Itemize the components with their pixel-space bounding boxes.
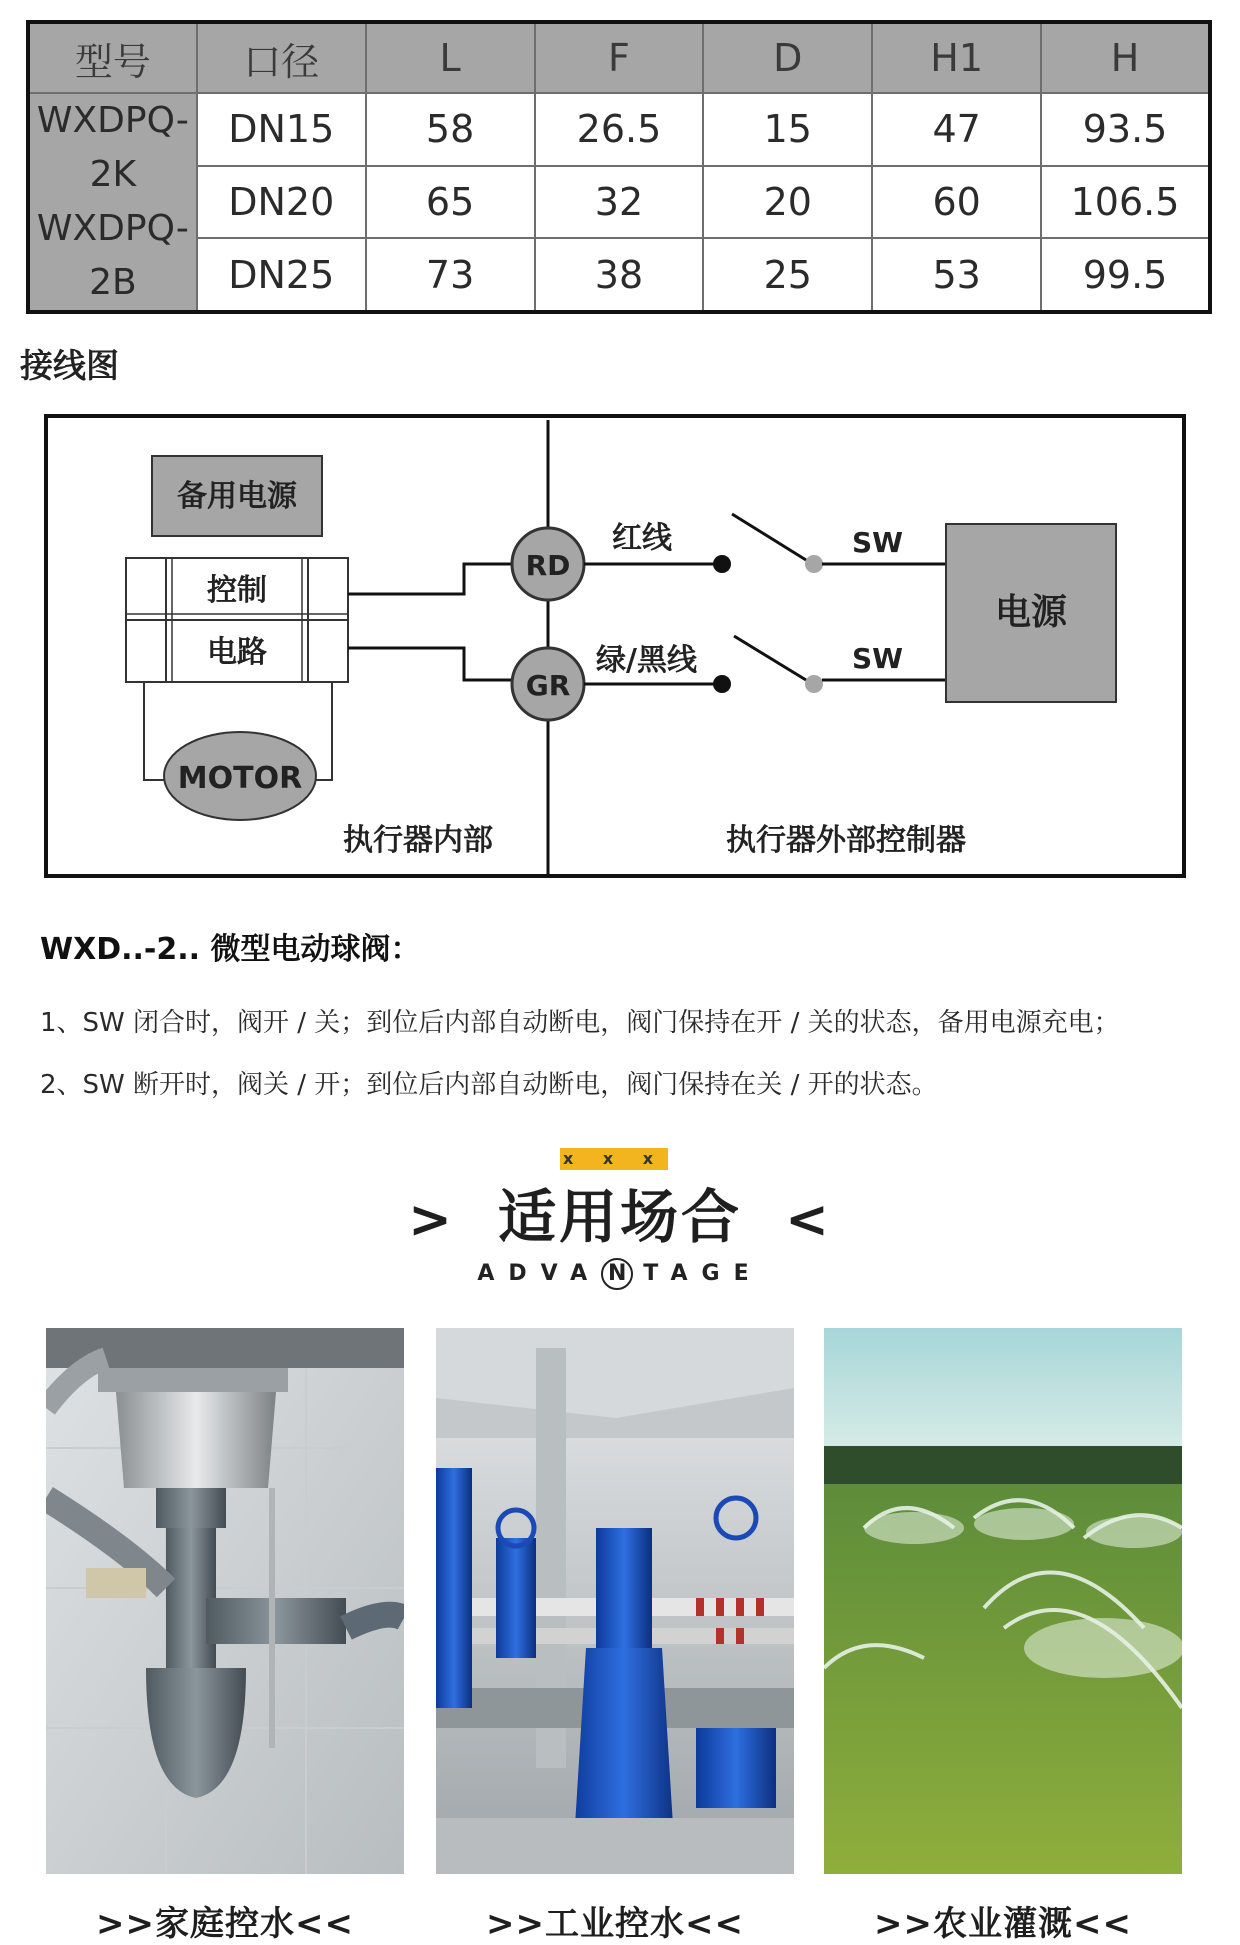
rd-label: RD: [525, 549, 571, 582]
industrial-pump-photo: [436, 1328, 794, 1874]
household-drain-photo: [46, 1328, 404, 1874]
outside-label: 执行器外部控制器: [726, 823, 966, 858]
value-cell-d: 25: [703, 238, 872, 312]
subtitle-part-1: ADVA: [477, 1261, 602, 1286]
value-cell-h: 106.5: [1041, 166, 1210, 239]
wiring-heading: 接线图: [20, 346, 119, 385]
table-row: [28, 238, 1210, 312]
wiring-diagram-svg: [44, 414, 1188, 880]
size-cell: DN25: [197, 238, 366, 312]
subtitle-part-2: TAGE: [643, 1261, 763, 1286]
wiring-diagram: [44, 414, 1188, 880]
red-wire-label: 红线: [612, 521, 672, 556]
header-f: F: [535, 22, 704, 93]
sw-2-label: SW: [852, 642, 904, 675]
caption-household: >>家庭控水<<: [96, 1904, 354, 1944]
value-cell-f: 32: [535, 166, 704, 239]
irrigation-photo: [824, 1328, 1182, 1874]
control-label-2: 电路: [207, 635, 267, 670]
spec-table: [26, 20, 1212, 314]
motor-label: MOTOR: [177, 761, 303, 796]
model-line: WXDPQ-2K: [36, 100, 189, 195]
arrow-left-glyph: >: [408, 1190, 455, 1250]
value-cell-h1: 47: [872, 93, 1041, 166]
arrow-right-glyph: <: [785, 1190, 832, 1250]
model-cell: [28, 93, 197, 312]
subtitle-circled-letter: N: [601, 1258, 633, 1290]
advantage-subtitle: [0, 1258, 1240, 1290]
green-black-wire-label: 绿/黑线: [596, 643, 697, 678]
value-cell-f: 38: [535, 238, 704, 312]
value-cell-h: 99.5: [1041, 238, 1210, 312]
table-row: [28, 166, 1210, 239]
control-label-1: 控制: [207, 573, 267, 608]
value-cell-h: 93.5: [1041, 93, 1210, 166]
description-title: WXD..-2.. 微型电动球阀：: [40, 932, 421, 967]
table-row: [28, 93, 1210, 166]
header-d: D: [703, 22, 872, 93]
gr-label: GR: [525, 669, 571, 702]
advantage-title: [0, 1170, 1240, 1254]
value-cell-l: 73: [366, 238, 535, 312]
value-cell-l: 65: [366, 166, 535, 239]
description-line-2: 2、SW 断开时，阀关 / 开；到位后内部自动断电，阀门保持在关 / 开的状态。: [40, 1070, 938, 1100]
value-cell-h1: 60: [872, 166, 1041, 239]
caption-industrial: >>工业控水<<: [486, 1904, 744, 1944]
size-cell: DN15: [197, 93, 366, 166]
decor-badge: x x x: [560, 1148, 668, 1170]
sw-1-label: SW: [852, 526, 904, 559]
value-cell-d: 20: [703, 166, 872, 239]
description-line-1: 1、SW 闭合时，阀开 / 关；到位后内部自动断电，阀门保持在开 / 关的状态，备用电源充电；: [40, 1008, 1120, 1038]
header-h: H: [1041, 22, 1210, 93]
backup-power-label: 备用电源: [177, 479, 297, 514]
header-h1: H1: [872, 22, 1041, 93]
inside-label: 执行器内部: [343, 823, 493, 858]
value-cell-f: 26.5: [535, 93, 704, 166]
header-l: L: [366, 22, 535, 93]
advantage-title-text: 适用场合: [497, 1183, 742, 1251]
header-model: 型号: [28, 22, 197, 93]
header-size: 口径: [197, 22, 366, 93]
caption-agriculture: >>农业灌溉<<: [874, 1904, 1132, 1944]
size-cell: DN20: [197, 166, 366, 239]
value-cell-h1: 53: [872, 238, 1041, 312]
value-cell-d: 15: [703, 93, 872, 166]
value-cell-l: 58: [366, 93, 535, 166]
spec-table-header-row: [28, 22, 1210, 93]
model-line: WXDPQ-2B: [36, 208, 189, 303]
power-label: 电源: [994, 592, 1068, 633]
